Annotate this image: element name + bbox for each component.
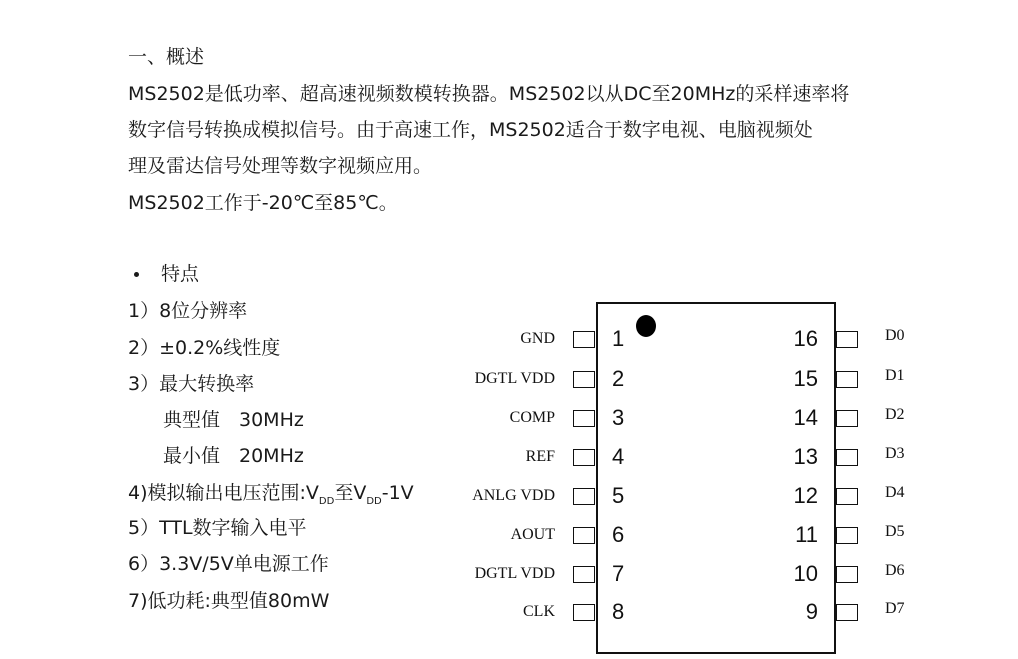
left-pin-label: GND [520,330,555,347]
right-pin-box [836,527,858,544]
left-pin-number: 1 [612,326,625,351]
right-pin-label: D3 [885,445,905,462]
right-pin-label: D0 [885,327,905,344]
left-pin-label: ANLG VDD [472,487,555,504]
overview-line-2: 数字信号转换成模拟信号。由于高速工作，MS2502适合于数字电视、电脑视频处 [128,119,813,141]
right-pin-label: D7 [885,600,905,617]
left-pin-label: AOUT [510,526,555,543]
left-pin-box [573,371,595,388]
left-pin-number: 7 [612,561,625,586]
right-pin-box [836,604,858,621]
right-pin-number: 15 [793,366,818,391]
right-pin-number: 9 [805,599,818,624]
feature-1: 1）8位分辨率 [128,300,248,322]
right-pin-label: D5 [885,523,905,540]
feature-5: 5）TTL数字输入电平 [128,517,307,539]
feature-3-minimum: 最小值 20MHz [163,445,304,467]
features-title: 特点 [161,263,200,285]
left-pin-box [573,604,595,621]
section-title: 一、概述 [128,46,205,68]
left-pin-box [573,527,595,544]
left-pin-label: DGTL VDD [474,370,555,387]
features-heading [134,262,199,286]
right-pin-label: D1 [885,367,905,384]
feature-4-suffix: -1V [381,482,414,504]
right-pin-number: 11 [795,522,818,547]
right-pin-box [836,566,858,583]
feature-4-v1: V [305,482,319,504]
left-pin-box [573,488,595,505]
feature-3: 3）最大转换率 [128,373,255,395]
left-pin-number: 3 [612,405,625,430]
feature-4 [128,481,414,514]
feature-7: 7)低功耗:典型值80mW [128,590,330,612]
right-pin-number: 14 [793,405,818,430]
feature-2: 2）±0.2%线性度 [128,337,281,359]
left-pin-number: 5 [612,483,625,508]
left-pin-box [573,410,595,427]
left-pin-number: 6 [612,522,625,547]
left-pin-label: CLK [523,603,555,620]
ic-package [596,302,836,654]
right-pin-number: 12 [793,483,818,508]
overview-line-1: MS2502是低功率、超高速视频数模转换器。MS2502以从DC至20MHz的采样速率将 [128,83,850,105]
feature-4-sub2: DD [366,495,382,507]
right-pin-number: 16 [793,326,818,351]
feature-4-prefix: 4)模拟输出电压范围: [128,482,306,504]
left-pin-label: COMP [509,409,555,426]
feature-4-sub1: DD [318,495,335,507]
right-pin-box [836,488,858,505]
right-pin-box [836,410,858,427]
right-pin-label: D2 [885,406,905,423]
left-pin-box [573,566,595,583]
feature-6: 6）3.3V/5V单电源工作 [128,553,329,575]
overview-line-3: 理及雷达信号处理等数字视频应用。 [128,155,433,177]
right-pin-box [836,449,858,466]
left-pin-number: 4 [612,444,625,469]
feature-4-mid: 至V [334,482,367,504]
right-pin-box [836,371,858,388]
overview-line-4: MS2502工作于-20℃至85℃。 [128,192,398,214]
right-pin-number: 13 [793,444,818,469]
pin1-marker-dot [636,315,656,337]
left-pin-number: 8 [612,599,625,624]
left-pin-number: 2 [612,366,625,391]
right-pin-label: D6 [885,562,905,579]
bullet-icon [134,272,139,277]
left-pin-box [573,331,595,348]
feature-3-typical: 典型值 30MHz [163,409,304,431]
left-pin-box [573,449,595,466]
left-pin-label: DGTL VDD [474,565,555,582]
right-pin-label: D4 [885,484,905,501]
right-pin-number: 10 [793,561,818,586]
left-pin-label: REF [525,448,555,465]
right-pin-box [836,331,858,348]
